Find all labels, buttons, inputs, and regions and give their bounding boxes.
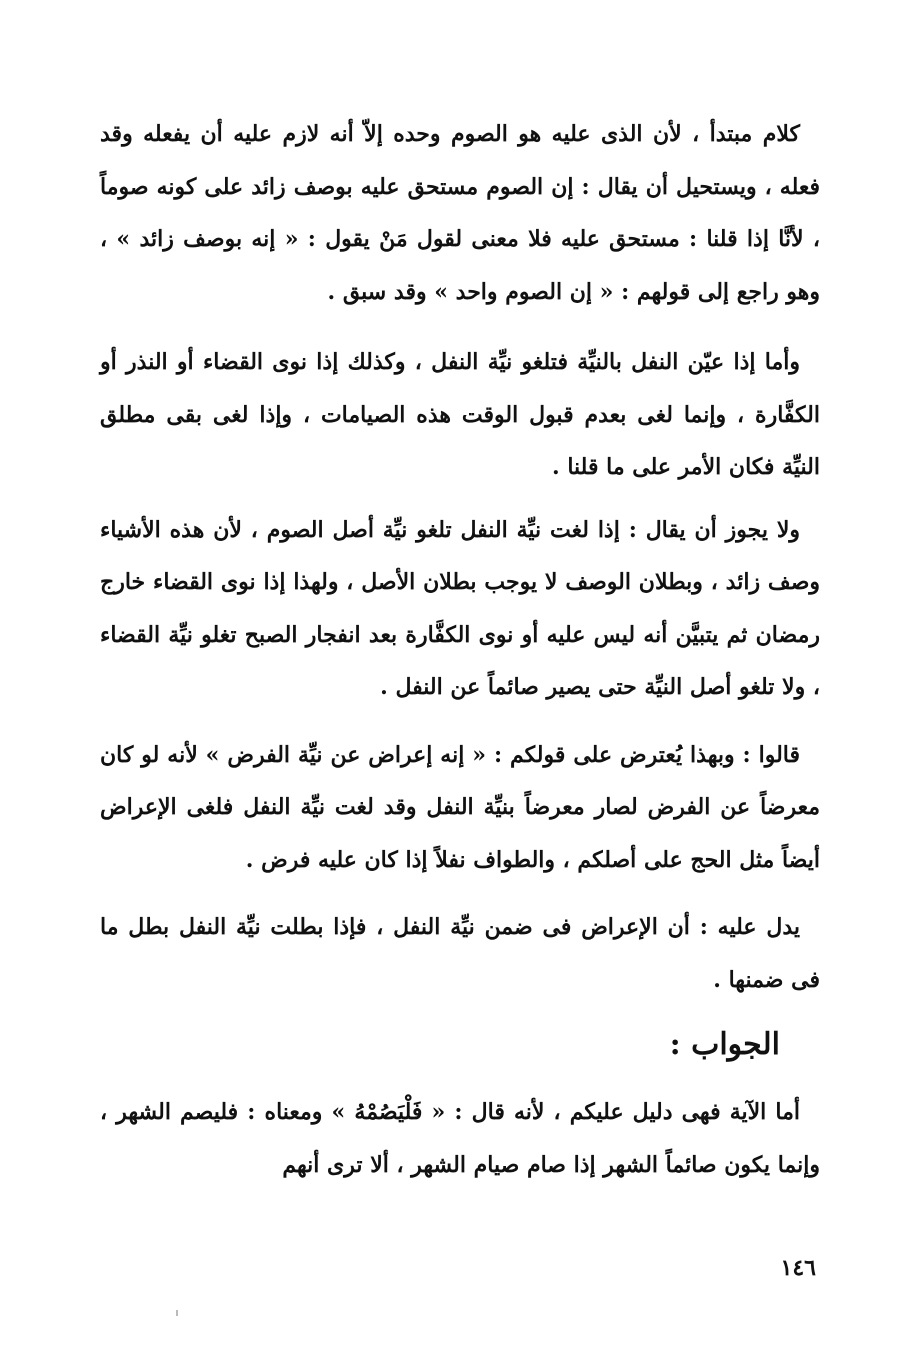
main-text bbox=[100, 108, 820, 1191]
paragraph-5: يدل عليه : أن الإعراض فى ضمن نيِّة النفل ، فإذا بطلت نيِّة النفل بطل ما فى ضمنها . bbox=[100, 914, 820, 993]
paragraph-1: كلام مبتدأ ، لأن الذى عليه هو الصوم وحده إلاّ أنه لازم عليه أن يفعله وقد فعله ، ويستحيل أن يقال : إن الصوم مستحق عليه بوصف زائد على كونه صوماً ، لأنَّا إذا قلنا : مستحق عليه فلا معنى لقول مَنْ يقول : « إنه بوصف زائد » ، وهو راجع إلى قولهم : « إن الصوم واحد » وقد سبق . bbox=[100, 121, 820, 305]
section-heading: الجواب : bbox=[669, 1027, 780, 1062]
paragraph-6: أما الآية فهى دليل عليكم ، لأنه قال : « فَلْيَصُمْهُ » ومعناه : فليصم الشهر ، وإنما يكون صائماً الشهر إذا صام صيام الشهر ، ألا ترى أنهم bbox=[100, 1099, 820, 1178]
page-number: ١٤٦ bbox=[780, 1255, 816, 1281]
paragraph-4: قالوا : وبهذا يُعترض على قولكم : « إنه إعراض عن نيِّة الفرض » لأنه لو كان معرضاً عن الفرض لصار معرضاً بنيِّة النفل وقد لغت نيِّة النفل فلغى الإعراض أيضاً مثل الحج على أصلكم ، والطواف نفلاً إذا كان عليه فرض . bbox=[100, 741, 820, 873]
paragraph-3: ولا يجوز أن يقال : إذا لغت نيِّة النفل تلغو نيِّة أصل الصوم ، لأن هذه الأشياء وصف زائد ، وبطلان الوصف لا يوجب بطلان الأصل ، ولهذا إذا نوى القضاء خارج رمضان ثم يتبيَّن أنه ليس عليه أو نوى الكفَّارة بعد انفجار الصبح تغلو نيِّة القضاء ، ولا تلغو أصل النيِّة حتى يصير صائماً عن النفل . bbox=[100, 516, 820, 700]
scan-mark bbox=[176, 1310, 178, 1316]
paragraph-2: وأما إذا عيّن النفل بالنيِّة فتلغو نيِّة النفل ، وكذلك إذا نوى القضاء أو النذر أو الكفَّارة ، وإنما لغى بعدم قبول الوقت هذه الصيامات ، وإذا لغى بقى مطلق النيِّة فكان الأمر على ما قلنا . bbox=[100, 349, 820, 480]
